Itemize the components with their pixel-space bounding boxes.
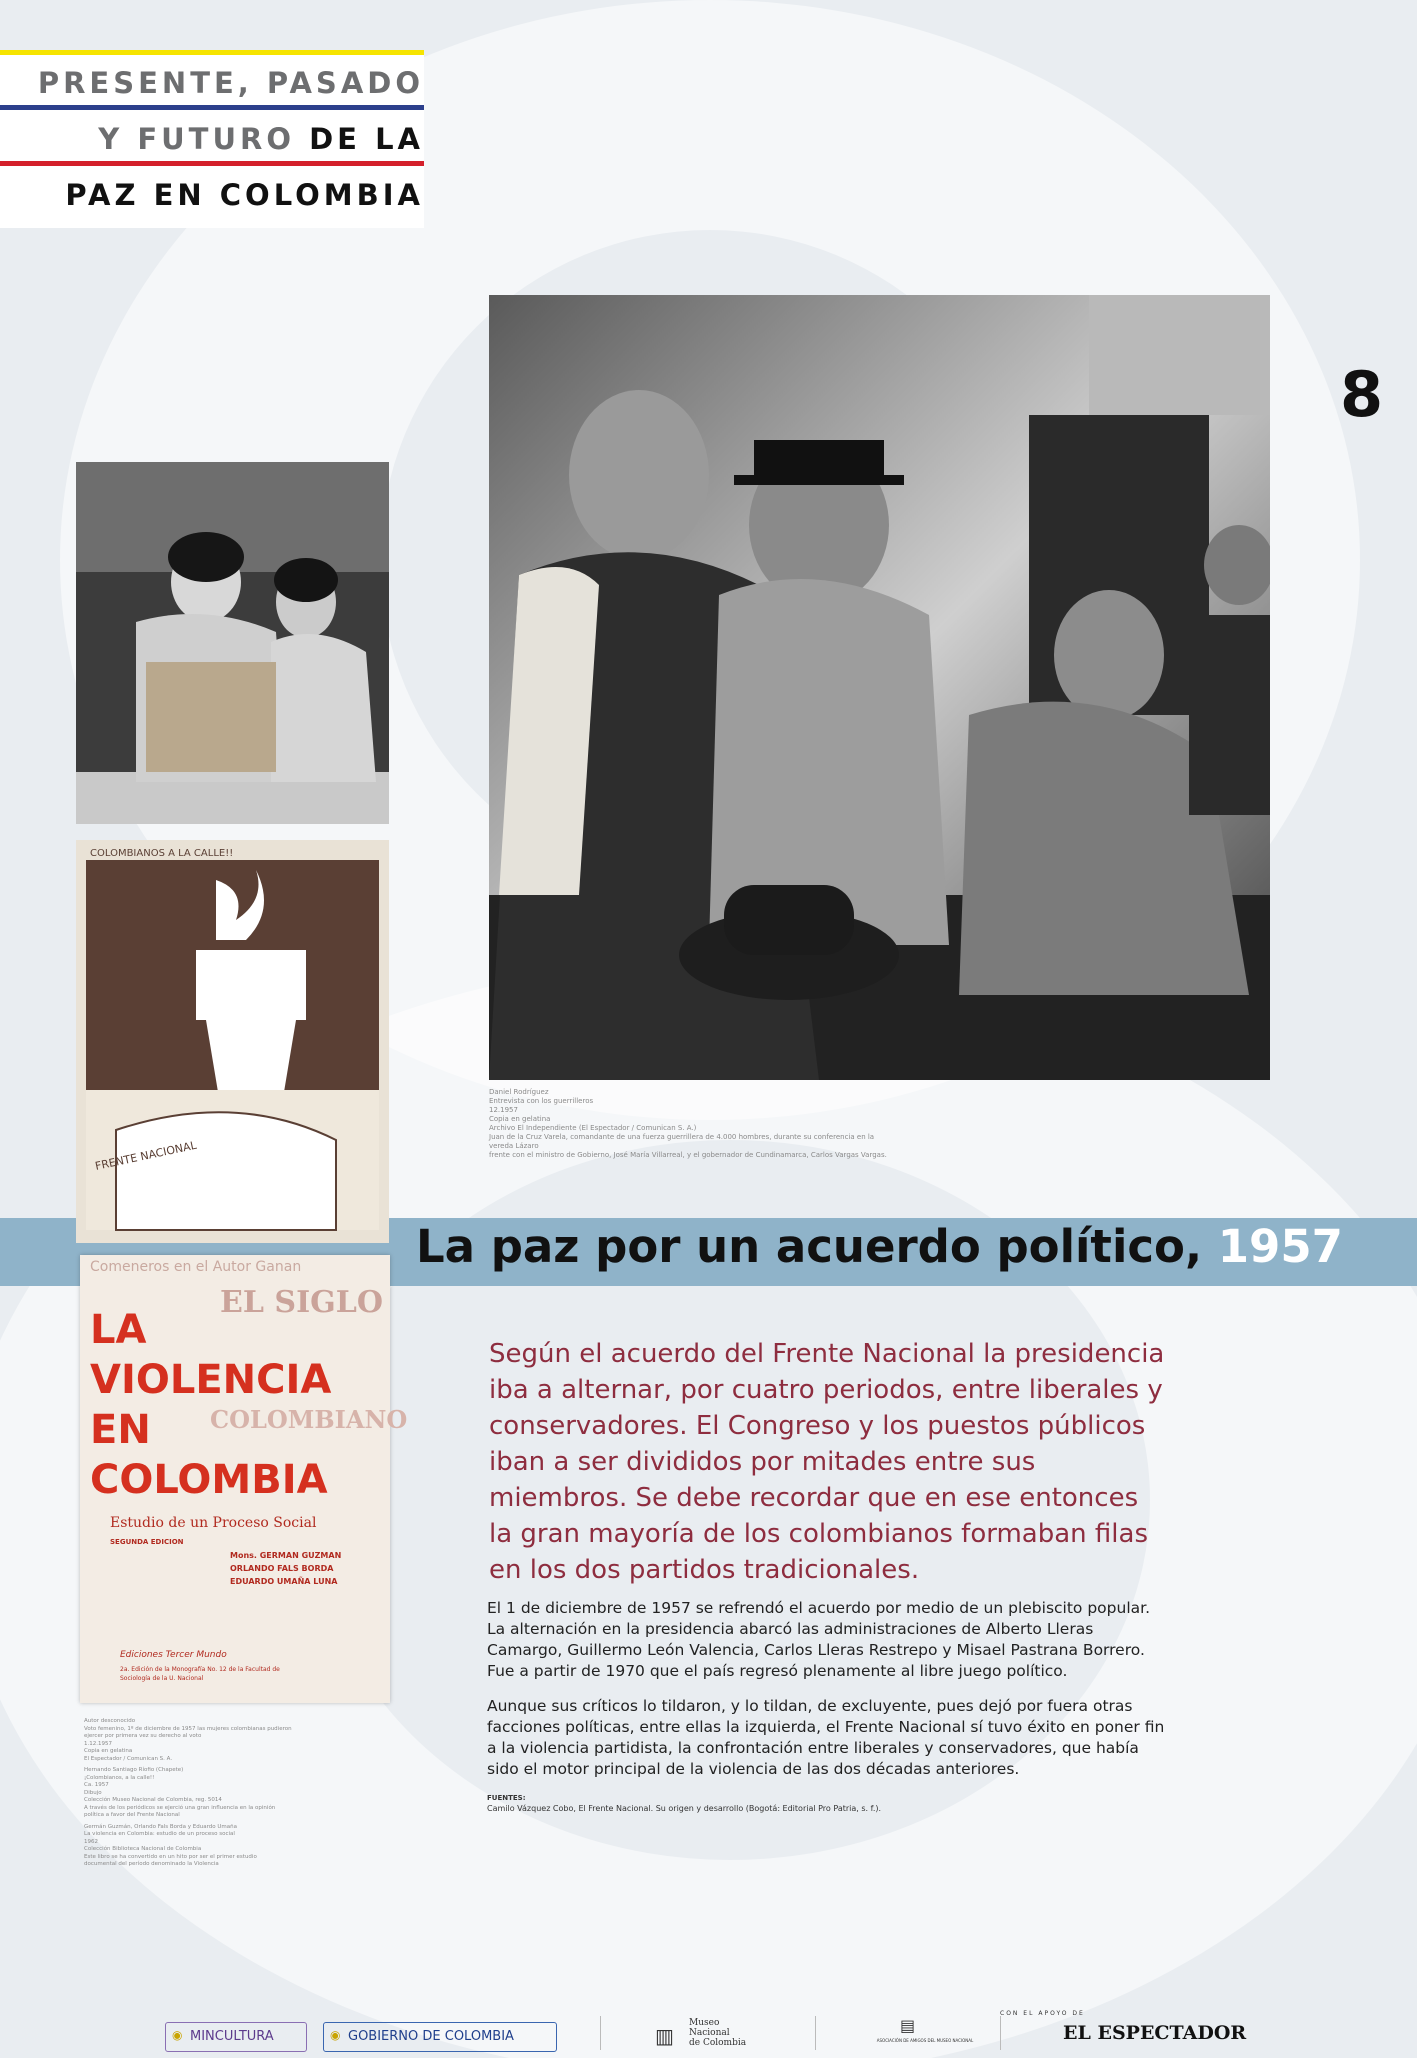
book-title-1: LA xyxy=(90,1307,147,1353)
book-authors xyxy=(230,1549,341,1588)
header-line-1: PRESENTE, PASADO xyxy=(37,66,424,100)
colombia-seal-icon: ◉ xyxy=(172,2028,183,2042)
caption-line: Colección Museo Nacional de Colombia, reg. 5014 xyxy=(84,1797,222,1803)
mincultura-logo xyxy=(165,2022,307,2052)
footer-divider xyxy=(815,2016,816,2050)
museo-building-icon: ▥ xyxy=(655,2024,674,2048)
caption-line: A través de los periódicos se ejerció una gran influencia en la opinión xyxy=(84,1804,276,1811)
book-title-4: COLOMBIA xyxy=(90,1457,328,1503)
museo-name-line: Nacional xyxy=(689,2028,730,2038)
lead-paragraph: Según el acuerdo del Frente Nacional la presidencia iba a alternar, por cuatro periodos, entre liberales y conservadores. El Congreso y los puestos públicos iban a ser divididos por mitades entre sus miembros. Se debe recordar que en ese entonces la gran mayoría de los colombianos formaban filas en los dos partidos tradicionales. xyxy=(489,1339,1165,1585)
section-title-text: La paz por un acuerdo político, xyxy=(416,1220,1218,1273)
sources-heading: FUENTES: xyxy=(487,1794,526,1802)
asociacion-text: ASOCIACIÓN DE AMIGOS DEL MUSEO NACIONAL xyxy=(876,2038,974,2043)
caption-line: Colección Biblioteca Nacional de Colombia xyxy=(84,1846,202,1852)
caption-line: La violencia en Colombia: estudio de un proceso social xyxy=(84,1831,235,1837)
frente-nacional-poster xyxy=(76,840,389,1243)
book-title-2: VIOLENCIA xyxy=(90,1357,332,1403)
section-title-year: 1957 xyxy=(1217,1220,1343,1273)
main-photo-illustration xyxy=(489,295,1270,1080)
book-series: 2a. Edición de la Monografía No. 12 de la Facultad de Sociología de la U. Nacional xyxy=(120,1666,280,1682)
book-author: ORLANDO FALS BORDA xyxy=(230,1564,334,1573)
main-photo-caption xyxy=(489,1088,889,1160)
museo-name-line: de Colombia xyxy=(689,2038,747,2048)
poster-illustration xyxy=(76,840,389,1243)
caption-line: Dibujo xyxy=(84,1789,102,1796)
footer-logos xyxy=(0,2010,1417,2058)
colombia-seal-icon: ◉ xyxy=(330,2028,341,2042)
header-line-2b: DE LA xyxy=(309,122,424,156)
footer-divider xyxy=(600,2016,601,2050)
blue-stripe xyxy=(0,105,424,110)
apoyo-text: CON EL APOYO DE xyxy=(1000,2010,1085,2017)
caption-line: El Espectador / Comunican S. A. xyxy=(84,1755,173,1762)
caption-line: política a favor del Frente Nacional xyxy=(84,1812,180,1818)
book-publisher: Ediciones Tercer Mundo xyxy=(120,1650,227,1660)
voting-photo-illustration xyxy=(76,462,389,824)
caption-line: documental del período denominado la Violencia xyxy=(84,1861,219,1867)
gobierno-logo xyxy=(323,2022,557,2052)
book-title-3: EN xyxy=(90,1407,151,1453)
caption-line: Ca. 1957 xyxy=(84,1782,109,1788)
book-newspaper-1: EL SIGLO xyxy=(220,1285,383,1320)
caption-line: Hernando Santiago Ríofio (Chapete) xyxy=(84,1767,184,1773)
mincultura-text: MINCULTURA xyxy=(190,2029,274,2044)
poster-banner-text: FRENTE NACIONAL xyxy=(93,1138,198,1173)
caption-line: ¡Colombianos, a la calle!! xyxy=(84,1774,155,1781)
museo-name-line: Museo xyxy=(689,2018,720,2028)
caption-line: 1962 xyxy=(84,1838,98,1845)
book-top-text: Comeneros en el Autor Ganan xyxy=(90,1259,302,1275)
exhibit-header xyxy=(0,50,424,228)
gobierno-text: GOBIERNO DE COLOMBIA xyxy=(348,2029,514,2044)
caption-line: ejercer por primera vez su derecho al voto xyxy=(84,1733,202,1739)
book-author: Mons. GERMAN GUZMAN xyxy=(230,1551,342,1560)
book-newspaper-2: COLOMBIANO xyxy=(210,1405,408,1434)
header-line-2 xyxy=(98,122,424,156)
caption-line: Autor desconocido xyxy=(84,1718,136,1724)
sources-text: Camilo Vázquez Cobo, El Frente Nacional. Su origen y desarrollo (Bogotá: Editorial Pro Patria, s. f.). xyxy=(487,1804,882,1813)
caption-line: Germán Guzmán, Orlando Fals Borda y Eduardo Umaña xyxy=(84,1823,237,1830)
yellow-stripe xyxy=(0,50,424,55)
body-paragraph-1: El 1 de diciembre de 1957 se refrendó el acuerdo por medio de un plebiscito popular. La alternación en la presidencia abarcó las administraciones de Alberto Lleras Camargo, Guillermo León Valencia, Carlos Lleras Restrepo y Misael Pastrana Borrero. Fue a partir de 1970 que el país regresó plenamente al libre juego político. xyxy=(487,1599,1151,1680)
footer-divider xyxy=(1000,2016,1001,2050)
red-stripe xyxy=(0,161,424,166)
poster-top-text: COLOMBIANOS A LA CALLE!! xyxy=(90,848,234,859)
section-number: 8 xyxy=(1340,358,1384,431)
caption-line: Voto femenino, 1º de diciembre de 1957 las mujeres colombianas pudieron xyxy=(84,1725,292,1732)
caption-line: Archivo El Independiente (El Espectador / Comunican S. A.) xyxy=(489,1124,697,1132)
header-line-3: PAZ EN COLOMBIA xyxy=(65,178,424,212)
body-paragraph-2: Aunque sus críticos lo tildaron, y lo tildan, de excluyente, pues dejó por fuera otras facciones políticas, entre ellas la izquierda, el Frente Nacional sí tuvo éxito en poner fin a la violencia partidista, la confrontación entre liberales y conservadores, que había sido el motor principal de la violencia de las dos décadas anteriores. xyxy=(487,1697,1165,1778)
book-edition: SEGUNDA EDICION xyxy=(110,1538,184,1546)
asociacion-building-icon: ▤ xyxy=(900,2016,916,2035)
book-cover xyxy=(80,1255,408,1703)
caption-line: 12.1957 xyxy=(489,1106,518,1114)
caption-line: Este libro se ha convertido en un hito por ser el primer estudio xyxy=(84,1853,257,1860)
section-title xyxy=(416,1220,1343,1273)
caption-line: Daniel Rodríguez xyxy=(489,1088,549,1096)
main-photo xyxy=(489,295,1270,1080)
voting-photo xyxy=(76,462,389,824)
caption-line: Entrevista con los guerrilleros xyxy=(489,1097,594,1105)
header-line-2a: Y FUTURO xyxy=(98,122,310,156)
museo-name xyxy=(689,2018,746,2048)
caption-line: Juan de la Cruz Varela, comandante de una fuerza guerrillera de 4.000 hombres, durante su conferencia en la vereda Lázaro xyxy=(489,1133,875,1150)
book-author: EDUARDO UMAÑA LUNA xyxy=(230,1577,338,1586)
caption-line: 1.12.1957 xyxy=(84,1740,112,1747)
book-subtitle: Estudio de un Proceso Social xyxy=(110,1515,317,1531)
caption-line: frente con el ministro de Gobierno, José María Villarreal, y el gobernador de Cundinamarca, Carlos Vargas Vargas. xyxy=(489,1151,887,1159)
el-espectador-logo: EL ESPECTADOR xyxy=(1063,2022,1247,2044)
caption-line: Copia en gelatina xyxy=(84,1748,133,1754)
left-captions xyxy=(84,1718,324,1869)
caption-line: Copia en gelatina xyxy=(489,1115,551,1123)
